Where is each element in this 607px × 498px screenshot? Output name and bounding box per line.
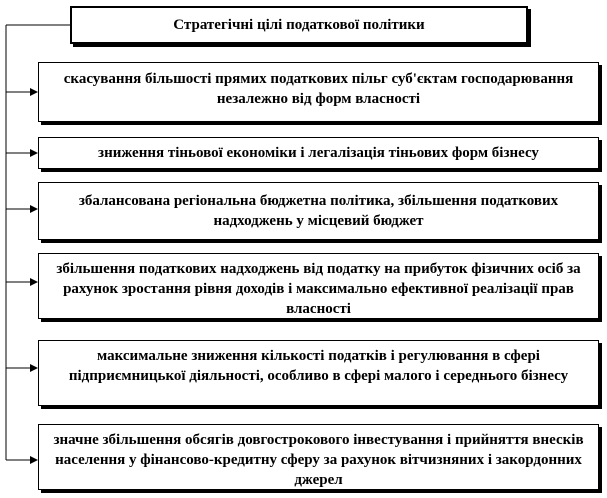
goal-label-2: зниження тіньової економіки і легалізація тіньових форм бізнесу bbox=[98, 145, 539, 161]
goal-label-4: збільшення податкових надходжень від податку на прибуток фізичних осіб за рахунок зростання рівня доходів і максимально ефективної реалізації прав власності bbox=[56, 261, 581, 317]
goal-box-2 bbox=[38, 137, 599, 169]
goal-box-1 bbox=[38, 62, 599, 122]
goal-label-5: максимальне зниження кількості податків і регулювання в сфері підприємницької діяльності, особливо в сфері малого і середнього бізнесу bbox=[68, 348, 569, 384]
diagram-title: Стратегічні цілі податкової політики bbox=[173, 17, 425, 33]
goal-label-3: збалансована регіональна бюджетна політика, збільшення податкових надходжень у місцевий бюджет bbox=[78, 193, 559, 229]
goal-label-1: скасування більшості прямих податкових пільг суб'єктам господарювання незалежно від форм власності bbox=[63, 71, 574, 107]
goal-box-6 bbox=[38, 424, 599, 490]
goal-box-5 bbox=[38, 340, 599, 406]
goal-label-6: значне збільшення обсягів довгострокового інвестування і прийняття внесків населення у фінансово-кредитну сферу за рахунок вітчизняних і закордонних джерел bbox=[53, 432, 584, 488]
goal-box-3 bbox=[38, 182, 599, 240]
goal-box-4 bbox=[38, 253, 599, 319]
diagram-title-box bbox=[70, 6, 528, 44]
